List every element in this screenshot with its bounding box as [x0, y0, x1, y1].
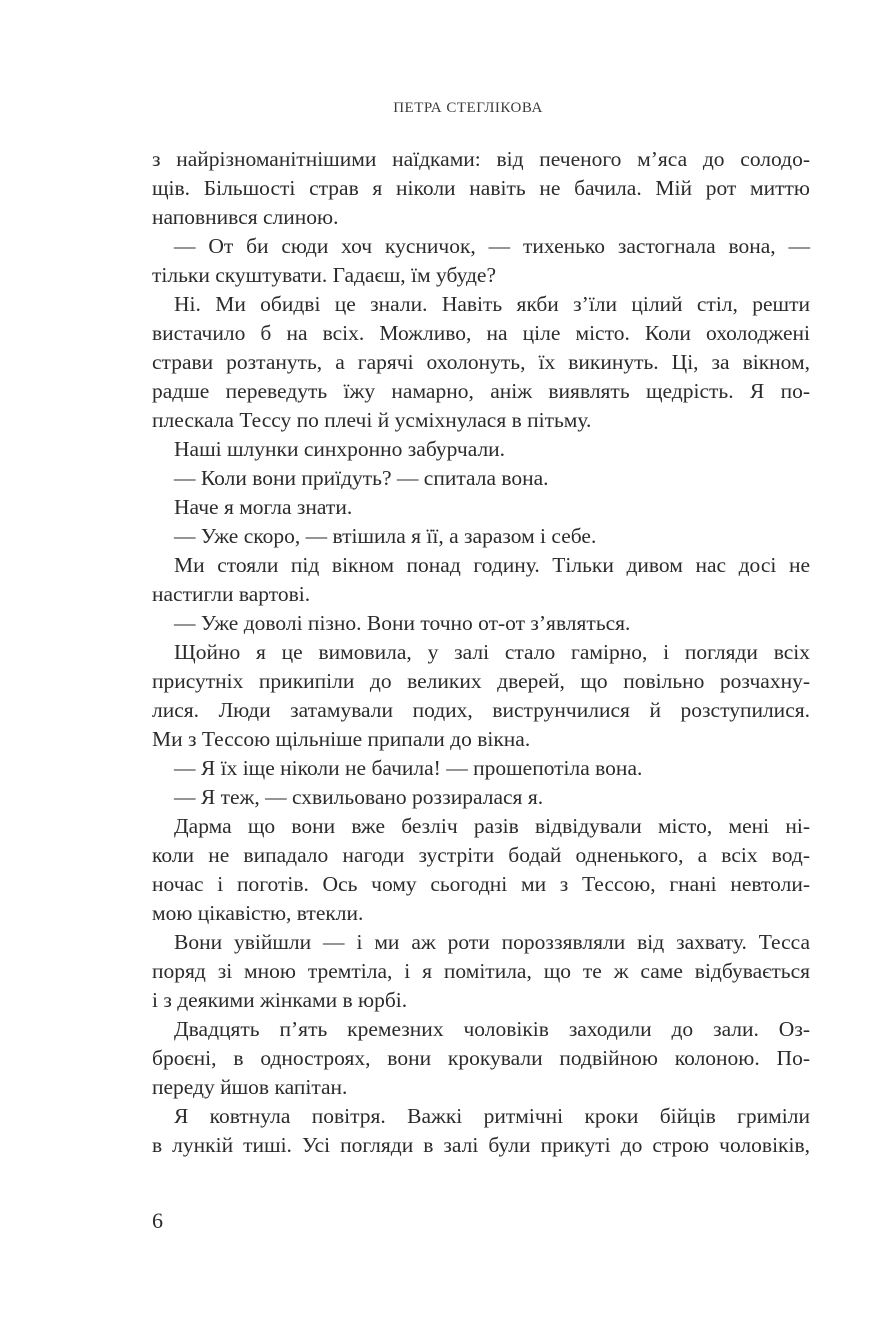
text-line: настигли вартові.: [152, 582, 311, 606]
text-line: коли не випадало нагоди зустріти бодай одненького, а всіх вод-: [152, 843, 810, 867]
text-line: броєні, в одностроях, вони крокували подвійною колоною. По-: [152, 1046, 810, 1070]
text-line: поряд зі мною тремтіла, і я помітила, що те ж саме відбувається: [152, 959, 810, 983]
text-line: переду йшов капітан.: [152, 1075, 348, 1099]
text-line: вистачило б на всіх. Можливо, на ціле місто. Коли охолоджені: [152, 321, 810, 345]
text-line: Ми стояли під вікном понад годину. Тільки дивом нас досі не: [174, 553, 810, 577]
text-line: радше переведуть їжу намарно, аніж виявлять щедрість. Я по-: [152, 379, 810, 403]
text-line: мою цікавістю, втекли.: [152, 901, 364, 925]
text-line: Двадцять п’ять кремезних чоловіків заходили до зали. Оз-: [174, 1017, 810, 1041]
page-number: 6: [152, 1208, 163, 1233]
text-line: ночас і поготів. Ось чому сьогодні ми з Тессою, гнані невтоли-: [152, 872, 810, 896]
running-head: ПЕТРА СТЕГЛІКОВА: [393, 100, 543, 116]
text-line: і з деякими жінками в юрбі.: [152, 988, 408, 1012]
text-line: Дарма що вони вже безліч разів відвідували місто, мені ні-: [174, 814, 810, 838]
text-line: присутніх прикипіли до великих дверей, що повільно розчахну-: [152, 669, 810, 693]
text-line: тільки скуштувати. Гадаєш, їм убуде?: [152, 263, 496, 287]
text-line: — Я теж, — схвильовано роззиралася я.: [174, 785, 544, 809]
text-line: — От би сюди хоч кусничок, — тихенько застогнала вона, —: [174, 234, 810, 258]
text-line: з найрізноманітнішими наїдками: від печеного м’яса до солодо-: [152, 147, 810, 171]
text-line: — Уже скоро, — втішила я її, а заразом і себе.: [174, 524, 597, 548]
text-line: Вони увійшли — і ми аж роти пороззявляли від захвату. Тесса: [174, 930, 810, 954]
text-line: Наші шлунки синхронно забурчали.: [174, 437, 506, 461]
text-line: Ми з Тессою щільніше припали до вікна.: [152, 727, 531, 751]
body-text: [152, 145, 810, 1160]
text-line: Я ковтнула повітря. Важкі ритмічні кроки бійців гриміли: [174, 1104, 810, 1128]
text-line: страви розтануть, а гарячі охолонуть, їх викинуть. Ці, за вікном,: [152, 350, 810, 374]
text-line: Ні. Ми обидві це знали. Навіть якби з’їли цілий стіл, решти: [174, 292, 810, 316]
text-line: Наче я могла знати.: [174, 495, 353, 519]
text-line: — Уже доволі пізно. Вони точно от-от з’являться.: [174, 611, 631, 635]
text-line: лися. Люди затамували подих, виструнчилися й розступилися.: [152, 698, 810, 722]
text-line: плескала Тессу по плечі й усміхнулася в пітьму.: [152, 408, 592, 432]
text-line: в лункій тиші. Усі погляди в залі були прикуті до строю чоловіків,: [152, 1133, 810, 1157]
text-line: — Коли вони приїдуть? — спитала вона.: [174, 466, 549, 490]
text-line: наповнився слиною.: [152, 205, 339, 229]
text-line: — Я їх іще ніколи не бачила! — прошепотіла вона.: [174, 756, 643, 780]
text-line: щів. Більшості страв я ніколи навіть не бачила. Мій рот миттю: [152, 176, 810, 200]
text-line: Щойно я це вимовила, у залі стало гамірно, і погляди всіх: [174, 640, 810, 664]
